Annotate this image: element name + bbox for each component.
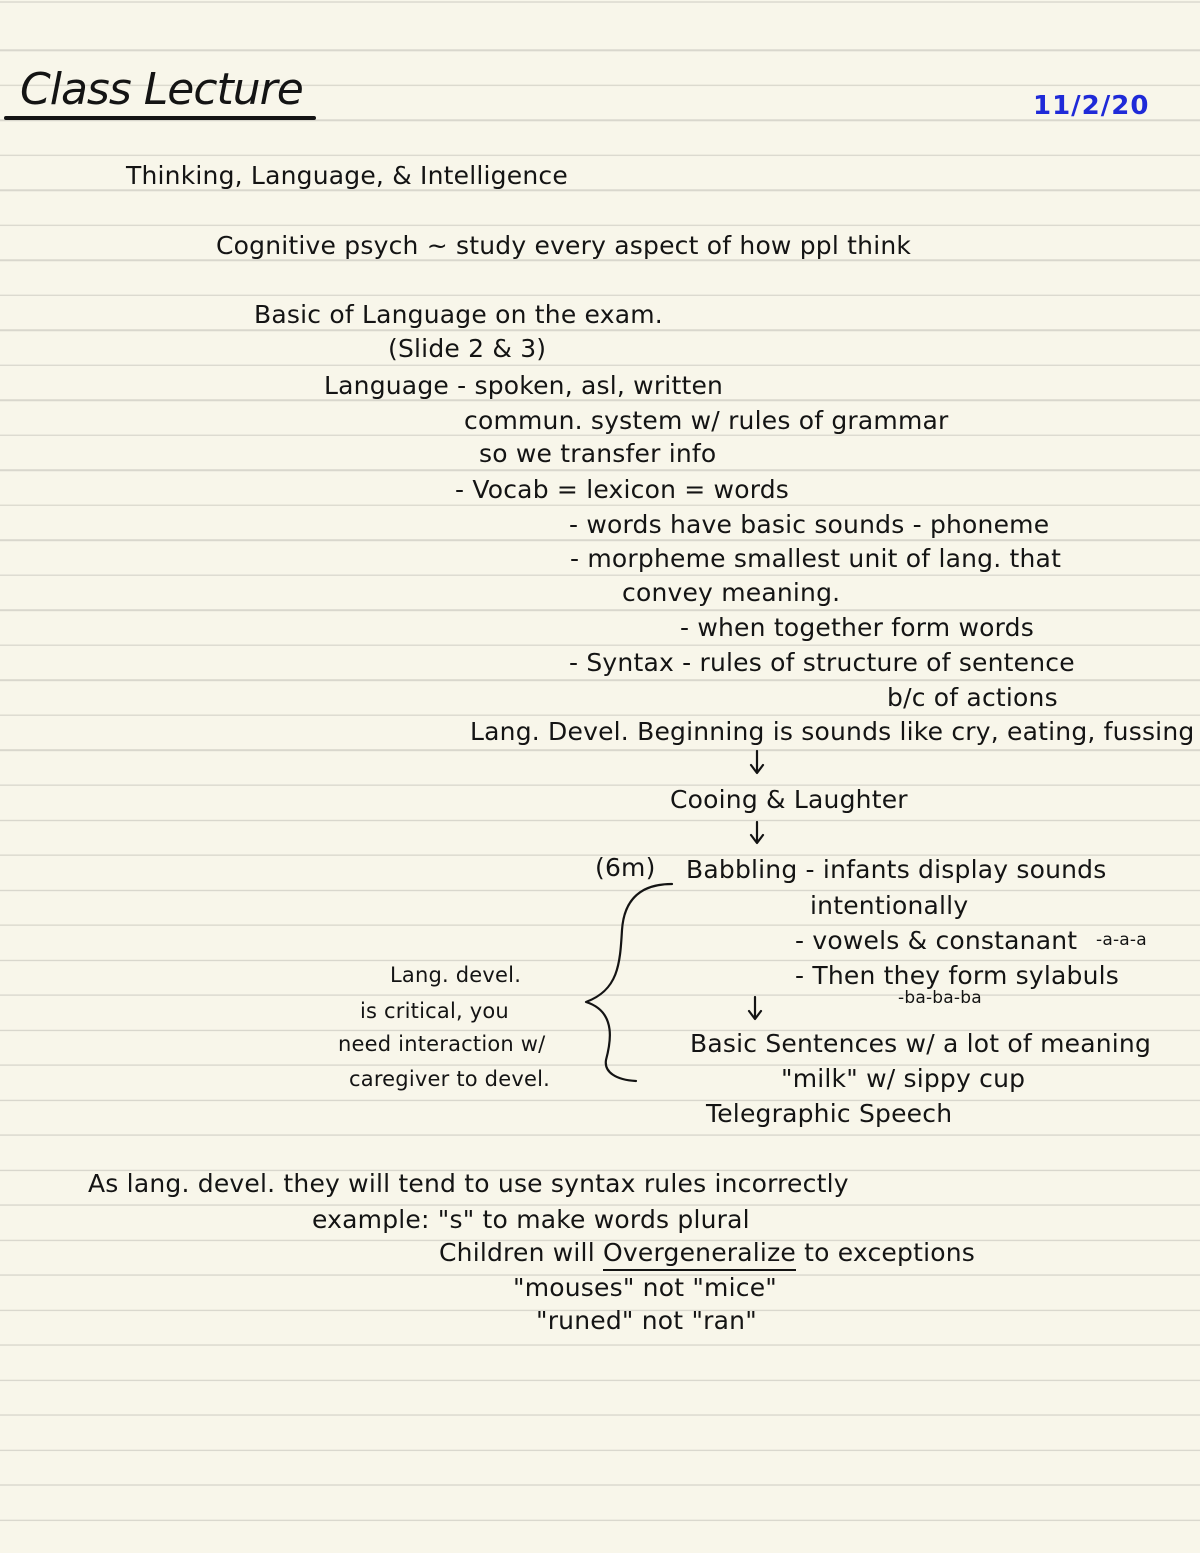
title-underline <box>4 116 316 120</box>
note-line-as-lang: As lang. devel. they will tend to use syntax rules incorrectly <box>88 1169 849 1198</box>
curly-brace <box>586 884 672 1081</box>
side-note-line-1: Lang. devel. <box>390 963 522 987</box>
note-line-phoneme: - words have basic sounds - phoneme <box>569 510 1050 539</box>
down-arrow-icon <box>751 822 763 843</box>
note-line-intentionally: intentionally <box>810 891 969 920</box>
children-will-text: Children will <box>439 1238 595 1267</box>
side-note-line-3: need interaction w/ <box>338 1032 546 1056</box>
to-exceptions-text: to exceptions <box>804 1238 975 1267</box>
note-line-syntax: - Syntax - rules of structure of sentence <box>569 648 1075 677</box>
note-line-milk: "milk" w/ sippy cup <box>781 1064 1026 1093</box>
note-line-language: Language - spoken, asl, written <box>324 371 724 400</box>
down-arrow-icon <box>749 997 761 1019</box>
note-six-months: (6m) <box>595 853 656 882</box>
note-vowels-sound: -a-a-a <box>1096 930 1147 950</box>
note-line-babbling: Babbling - infants display sounds <box>686 855 1107 884</box>
note-line-transfer: so we transfer info <box>479 439 717 468</box>
note-line-cognitive: Cognitive psych ~ study every aspect of how ppl think <box>216 231 912 260</box>
date-stamp: 11/2/20 <box>1033 91 1150 121</box>
note-line-sylabuls: - Then they form sylabuls <box>795 961 1120 990</box>
topic-heading: Thinking, Language, & Intelligence <box>126 161 568 190</box>
down-arrow-icon <box>751 751 763 773</box>
overgeneralize-term: Overgeneralize <box>603 1238 796 1271</box>
side-note-line-4: caregiver to devel. <box>349 1067 550 1091</box>
note-line-convey: convey meaning. <box>622 578 841 607</box>
note-line-basic-sentences: Basic Sentences w/ a lot of meaning <box>690 1029 1152 1058</box>
note-line-slide-ref: (Slide 2 & 3) <box>388 334 547 363</box>
note-line-children <box>439 1240 975 1265</box>
note-line-lang-devel: Lang. Devel. Beginning is sounds like cry, eating, fussing <box>470 717 1195 746</box>
note-line-commun: commun. system w/ rules of grammar <box>464 406 949 435</box>
note-sylabuls-sound: -ba-ba-ba <box>898 988 982 1008</box>
note-line-together: - when together form words <box>680 613 1034 642</box>
side-note-line-2: is critical, you <box>360 999 509 1023</box>
note-line-morpheme: - morpheme smallest unit of lang. that <box>570 544 1062 573</box>
note-line-vocab: - Vocab = lexicon = words <box>455 475 790 504</box>
note-line-basic: Basic of Language on the exam. <box>254 300 663 329</box>
note-line-bc-actions: b/c of actions <box>887 683 1058 712</box>
note-line-runed: "runed" not "ran" <box>536 1306 757 1335</box>
note-line-mouses: "mouses" not "mice" <box>513 1273 777 1302</box>
note-line-cooing: Cooing & Laughter <box>670 785 908 814</box>
note-line-vowels: - vowels & constanant <box>795 926 1078 955</box>
note-line-example: example: "s" to make words plural <box>312 1205 750 1234</box>
note-line-telegraphic: Telegraphic Speech <box>706 1099 953 1128</box>
page-title: Class Lecture <box>20 64 303 115</box>
